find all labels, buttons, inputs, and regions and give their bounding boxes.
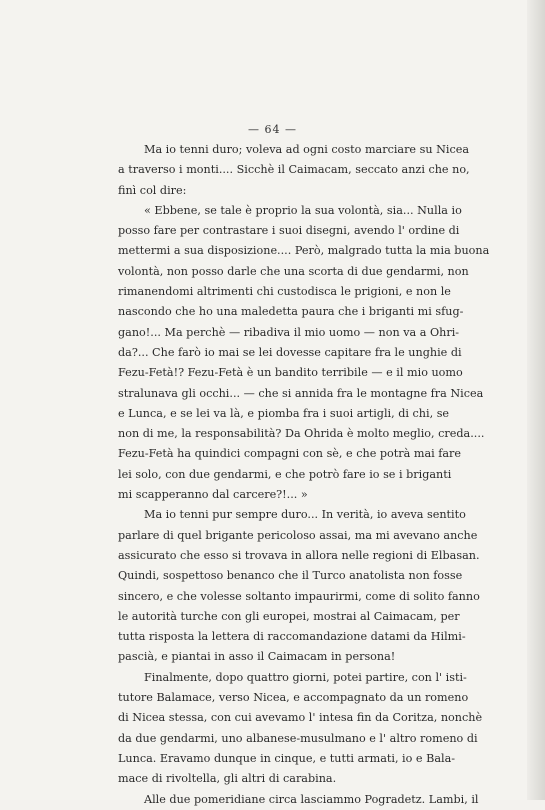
text-line: « Ebbene, se tale è proprio la sua volontà, sia... Nulla io — [144, 203, 462, 217]
text-line: tutore Balamace, verso Nicea, e accompagnato da un romeno — [118, 691, 469, 705]
text-line: lei solo, con due gendarmi, e che potrò fare io se i briganti — [118, 467, 452, 481]
text-line: e Lunca, e se lei va là, e piomba fra i suoi artigli, di chi, se — [118, 406, 450, 420]
text-line: a traverso i monti.... Sicchè il Caimacam, seccato anzi che no, — [118, 163, 470, 177]
text-line: parlare di quel brigante pericoloso assai, ma mi avevano anche — [118, 528, 478, 542]
text-line: Ma io tenni pur sempre duro... In verità, io aveva sentito — [144, 508, 466, 522]
text-line: rimanendomi altrimenti chi custodisca le prigioni, e non le — [118, 285, 451, 299]
text-line: posso fare per contrastare i suoi disegni, avendo l' ordine di — [118, 224, 460, 238]
text-line: gano!... Ma perchè — ribadiva il mio uomo — non va a Ohri- — [118, 325, 460, 339]
text-line: finì col dire: — [118, 183, 187, 197]
text-line: Quindi, sospettoso benanco che il Turco anatolista non fosse — [118, 569, 463, 583]
text-line: Lunca. Eravamo dunque in cinque, e tutti armati, io e Bala- — [118, 751, 456, 765]
text-line: sincero, e che volesse soltanto impaurirmi, come di solito fanno — [118, 589, 480, 603]
text-line: Ma io tenni duro; voleva ad ogni costo marciare su Nicea — [144, 143, 470, 156]
text-line: di Nicea stessa, con cui avevamo l' intesa fin da Coritza, nonchè — [118, 711, 483, 725]
paragraph — [118, 140, 470, 201]
text-line: assicurato che esso si trovava in allora nelle regioni di Elbasan. — [118, 548, 480, 562]
body-text — [118, 140, 490, 810]
paragraph — [118, 790, 479, 810]
text-line: pascià, e piantai in asso il Caimacam in persona! — [118, 650, 396, 664]
text-line: mettermi a sua disposizione.... Però, malgrado tutta la mia buona — [118, 244, 490, 258]
text-line: da due gendarmi, uno albanese-musulmano e l' altro romeno di — [118, 731, 478, 745]
text-line: le autorità turche con gli europei, mostrai al Caimacam, per — [118, 609, 460, 623]
text-line: da?... Che farò io mai se lei dovesse capitare fra le unghie di — [118, 345, 462, 359]
page-edge-shadow — [527, 0, 545, 800]
text-line: Fezu-Fetà!? Fezu-Fetà è un bandito terribile — e il mio uomo — [118, 366, 463, 380]
text-line: nascondo che ho una maledetta paura che i briganti mi sfug- — [118, 305, 464, 319]
text-line: mace di rivoltella, gli altri di carabina. — [118, 772, 337, 786]
text-line: Alle due pomeridiane circa lasciammo Pogradetz. Lambi, il — [144, 792, 479, 806]
text-line: stralunava gli occhi... — che si annida fra le montagne fra Nicea — [118, 386, 484, 400]
page-number: — 64 — — [248, 123, 297, 136]
text-line: Finalmente, dopo quattro giorni, potei partire, con l' isti- — [144, 670, 467, 684]
text-line: tutta risposta la lettera di raccomandazione datami da Hilmi- — [118, 630, 466, 644]
paragraph — [118, 505, 480, 667]
text-line: Fezu-Fetà ha quindici compagni con sè, e che potrà mai fare — [118, 447, 462, 461]
paragraph — [118, 668, 483, 790]
text-line: mi scapperanno dal carcere?!... » — [118, 488, 308, 502]
paragraph — [118, 201, 490, 505]
text-line: volontà, non posso darle che una scorta di due gendarmi, non — [118, 264, 469, 278]
text-line: non di me, la responsabilità? Da Ohrida è molto meglio, creda.... — [118, 427, 485, 441]
